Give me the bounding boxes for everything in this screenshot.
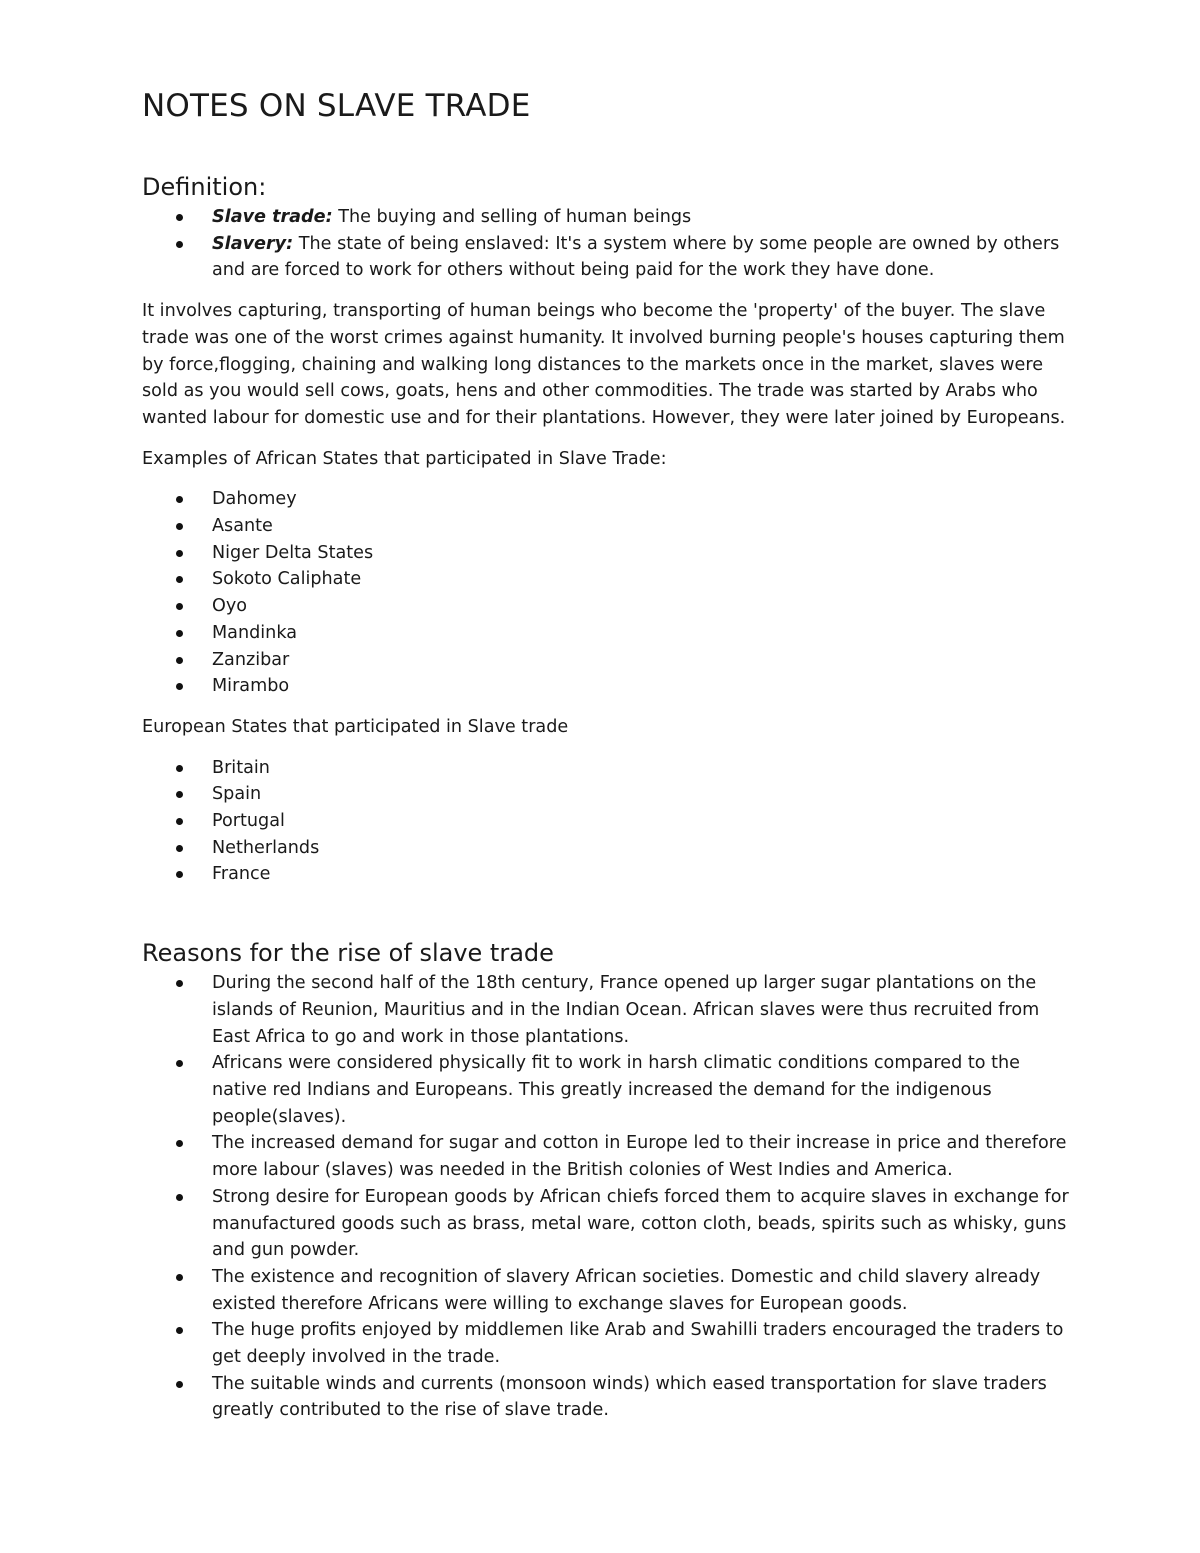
list-item: During the second half of the 18th century, France opened up larger sugar plantations on the islands of Reunion, Mauritius and in the Indian Ocean. African slaves were thus recruited from East Africa to go and work in those plantations.: [142, 970, 1072, 1050]
list-item: Africans were considered physically fit to work in harsh climatic conditions compared to the native red Indians and Europeans. This greatly increased the demand for the indigenous people(slaves).: [142, 1050, 1072, 1130]
list-item: Portugal: [142, 808, 1072, 835]
list-item: Dahomey: [142, 486, 1072, 513]
list-item: Asante: [142, 513, 1072, 540]
document-page: [142, 84, 1072, 1424]
definition-item-slavery: [142, 231, 1072, 284]
european-states-list: [142, 755, 1072, 889]
list-item: Zanzibar: [142, 647, 1072, 674]
intro-paragraph: It involves capturing, transporting of human beings who become the 'property' of the buyer. The slave trade was one of the worst crimes against humanity. It involved burning people's houses capturing them by force,flogging, chaining and walking long distances to the markets once in the market, slaves were sold as you would sell cows, goats, hens and other commodities. The trade was started by Arabs who wanted labour for domestic use and for their plantations. However, they were later joined by Europeans.: [142, 301, 1066, 428]
definition-heading: Definition:: [142, 173, 267, 201]
reasons-list: [142, 970, 1072, 1424]
list-item: Mirambo: [142, 673, 1072, 700]
list-item: Sokoto Caliphate: [142, 566, 1072, 593]
definition-text: The buying and selling of human beings: [332, 207, 692, 227]
list-item: The huge profits enjoyed by middlemen like Arab and Swahilli traders encouraged the traders to get deeply involved in the trade.: [142, 1317, 1072, 1370]
definition-list: [142, 204, 1072, 284]
list-item: Niger Delta States: [142, 540, 1072, 567]
list-item: Strong desire for European goods by African chiefs forced them to acquire slaves in exchange for manufactured goods such as brass, metal ware, cotton cloth, beads, spirits such as whisky, guns and gun powder.: [142, 1184, 1072, 1264]
list-item: France: [142, 861, 1072, 888]
list-item: Netherlands: [142, 835, 1072, 862]
list-item: Spain: [142, 781, 1072, 808]
african-states-list: [142, 486, 1072, 700]
list-item: Oyo: [142, 593, 1072, 620]
definition-text: The state of being enslaved: It's a system where by some people are owned by others and are forced to work for others without being paid for the work they have done.: [212, 233, 1060, 281]
list-item: Mandinka: [142, 620, 1072, 647]
definition-item-slave-trade: [142, 204, 1072, 231]
list-item: The suitable winds and currents (monsoon winds) which eased transportation for slave traders greatly contributed to the rise of slave trade.: [142, 1371, 1072, 1424]
definition-term: Slavery:: [212, 233, 294, 254]
list-item: The increased demand for sugar and cotton in Europe led to their increase in price and therefore more labour (slaves) was needed in the British colonies of West Indies and America.: [142, 1130, 1072, 1183]
list-item: Britain: [142, 755, 1072, 782]
list-item: The existence and recognition of slavery African societies. Domestic and child slavery already existed therefore Africans were willing to exchange slaves for European goods.: [142, 1264, 1072, 1317]
reasons-heading: Reasons for the rise of slave trade: [142, 939, 554, 968]
european-states-intro: European States that participated in Slave trade: [142, 716, 569, 737]
african-states-intro: Examples of African States that participated in Slave Trade:: [142, 448, 667, 469]
definition-term: Slave trade:: [212, 207, 333, 227]
document-title: NOTES ON SLAVE TRADE: [142, 88, 531, 124]
